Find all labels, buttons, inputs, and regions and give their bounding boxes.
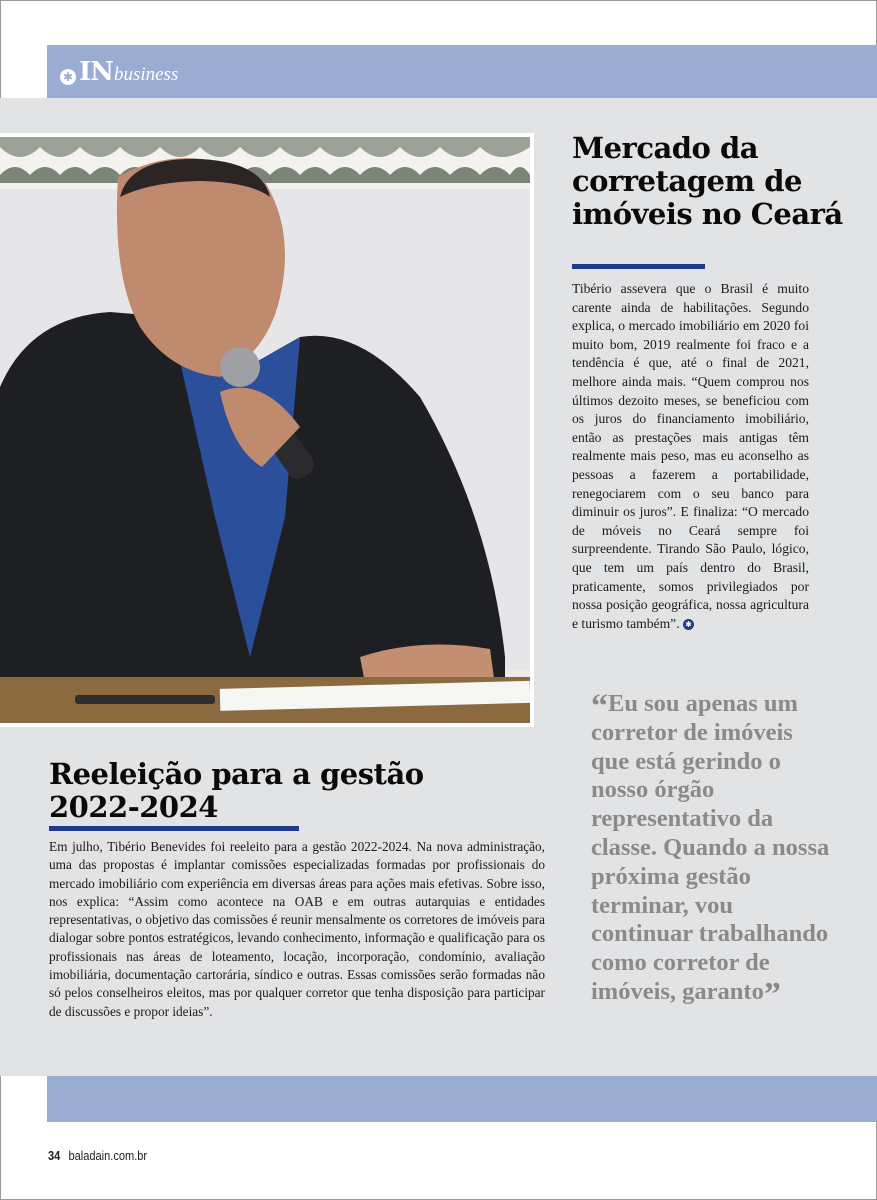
- logo-in-text: IN: [79, 57, 113, 87]
- page-folio: [48, 1148, 147, 1163]
- article-body-mercado-text: Tibério assevera que o Brasil é muito carente ainda de habilitações. Segundo explica, o mercado imobiliário em 2020 foi muito bom, 2019 realmente foi fraco e a tendência é que, até o final de 2021, melhore ainda mais. “Quem comprou nos últimos dezoito meses, se beneficiou com os juros do financiamento imobiliário, então as prestações mais antigas têm realmente mais peso, mas eu aconselho as pessoas a fazerem a portabilidade, renegociarem com o seu banco para diminuir os juros”. E finaliza: “O mercado de móveis no Ceará sempre foi surpreendente. Tirando São Paulo, lógico, que tem um país dentro do Brasil, praticamente, somos privilegiados por nossa posição geográfica, nossa agricultura e turismo também”.: [572, 281, 809, 631]
- end-of-article-icon: ✱: [683, 619, 694, 630]
- pull-quote-text: Eu sou apenas um corretor de imóveis que está gerindo o nosso órgão representativo da classe. Quando a nossa próxima gestão terminar, vou continuar trabalhando como corretor de imóveis, garanto: [591, 690, 830, 1005]
- page-number: 34: [48, 1148, 61, 1163]
- star-badge-icon: ✱: [60, 69, 76, 85]
- close-quote-mark: ”: [763, 975, 781, 1013]
- article-body-mercado: [572, 280, 809, 633]
- article-headline-mercado: Mercado da corretagem de imóveis no Ceará: [572, 131, 843, 231]
- open-quote-mark: “: [591, 688, 608, 725]
- article-body-reeleicao: Em julho, Tibério Benevides foi reeleito para a gestão 2022-2024. Na nova administração, uma das propostas é implantar comissões especializadas formadas por profissionais do mercado imobiliário com experiência em diversas áreas para ações mais efetivas. Sobre isso, nos explica: “Assim como acontece na OAB e em outras autarquias e entidades representativas, o objetivo das comissões é reunir mensalmente os corretores de imóveis para dialogar sobre pontos estratégicos, levando conhecimento, informação e qualificação para os profissionais nas áreas de loteamento, locação, incorporação, condomínio, avaliação imobiliária, documentação cartorária, síndico e outras. Essas comissões serão formadas não só pelos conselheiros eleitos, mas por qualquer corretor que tenha disposição para participar de discussões e propor ideias”.: [49, 839, 545, 1019]
- section-logo: [60, 57, 178, 87]
- site-url: baladain.com.br: [68, 1148, 148, 1163]
- headline-underline: [49, 826, 299, 831]
- article-photo: [0, 133, 534, 727]
- logo-business-text: business: [113, 64, 179, 85]
- headline-underline: [572, 264, 705, 269]
- speaker-photo-illustration: [0, 137, 530, 723]
- footer-band: [47, 1076, 877, 1122]
- pull-quote: [591, 688, 831, 1013]
- article-headline-reeleicao: Reeleição para a gestão 2022-2024: [49, 757, 424, 824]
